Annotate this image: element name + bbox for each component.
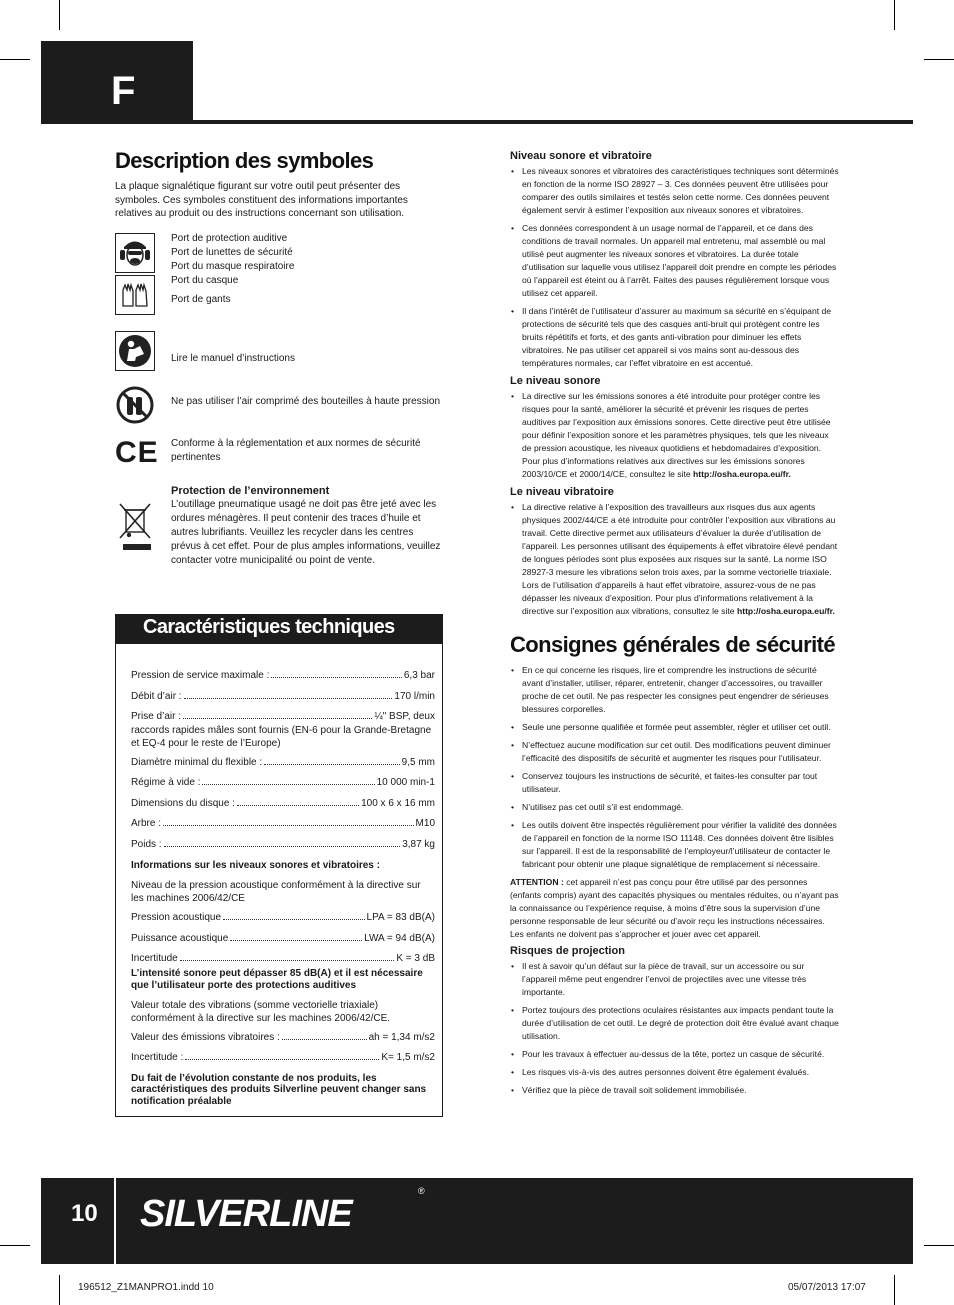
attention-label: ATTENTION : bbox=[510, 877, 564, 887]
ppe-line: Port du masque respiratoire bbox=[171, 260, 295, 272]
list-item bbox=[510, 390, 840, 481]
specs-title: Caractéristiques techniques bbox=[115, 614, 443, 644]
page-number: 10 bbox=[41, 1178, 116, 1264]
list-item bbox=[510, 501, 840, 618]
spec-row bbox=[131, 933, 435, 946]
spec-row bbox=[131, 839, 435, 852]
registered-mark: ® bbox=[418, 1186, 425, 1196]
noise-vibration-list bbox=[510, 165, 840, 370]
spec-value: ah = 1,34 m/s2 bbox=[368, 1031, 435, 1043]
list-item: • Portez toujours des protections oculaires résistantes aux impacts pendant toute la durée d’utilisation de cet outil. Le degré de protection doit être évalué avant chaque utilisation. bbox=[510, 1004, 840, 1043]
noise-heading: Informations sur les niveaux sonores et vibratoires : bbox=[131, 860, 380, 871]
list-item: • Conservez toujours les instructions de sécurité, et faites-les consulter par tout utilisateur. bbox=[510, 770, 840, 796]
spec-value: 6,3 bar bbox=[403, 670, 435, 681]
noise-level-heading: Le niveau sonore bbox=[510, 375, 601, 387]
crop-mark bbox=[0, 59, 30, 60]
crop-mark bbox=[894, 1275, 895, 1305]
no-air-text: Ne pas utiliser l’air comprimé des bouteilles à haute pression bbox=[171, 395, 441, 407]
spec-value: LPA = 83 dB(A) bbox=[366, 912, 435, 923]
symbol-list bbox=[115, 221, 445, 661]
vibration-level-list bbox=[510, 501, 840, 618]
spec-value: 100 x 6 x 16 mm bbox=[361, 797, 435, 809]
safety-list bbox=[510, 664, 840, 871]
spec-row bbox=[131, 711, 435, 724]
spec-row bbox=[131, 1052, 435, 1065]
spec-label: Puissance acoustique bbox=[131, 932, 229, 944]
noise-level-list bbox=[510, 390, 840, 481]
spec-label: Diamètre minimal du flexible : bbox=[131, 756, 263, 768]
list-item: • Seule une personne qualifiée et formée peut assembler, régler et utiliser cet outil. bbox=[510, 721, 840, 734]
list-item: • N’utilisez pas cet outil s’il est endommagé. bbox=[510, 801, 840, 814]
ppe-line: Port du casque bbox=[171, 274, 239, 286]
spec-row bbox=[131, 798, 435, 811]
spec-label: Dimensions du disque : bbox=[131, 797, 235, 809]
specs-body bbox=[131, 670, 435, 1114]
spec-value: 9,5 mm bbox=[401, 756, 435, 768]
spec-value: K = 3 dB bbox=[396, 953, 435, 964]
no-bottled-air-icon bbox=[115, 385, 155, 425]
crossed-bin-icon bbox=[115, 500, 155, 552]
spec-value: 170 l/min bbox=[394, 690, 435, 702]
environment-title: Protection de l’environnement bbox=[171, 484, 330, 497]
print-slug-file: 196512_Z1MANPRO1.indd 10 bbox=[78, 1282, 214, 1293]
vibration-intro: Valeur totale des vibrations (somme vectorielle triaxiale) conformément à la directive sur les machines 2006/42/CE. bbox=[131, 999, 391, 1024]
spec-value: K= 1,5 m/s2 bbox=[381, 1052, 435, 1063]
header-rule bbox=[41, 120, 913, 124]
attention-paragraph bbox=[510, 876, 840, 941]
ppe-icon bbox=[115, 233, 155, 273]
safety-title: Consignes générales de sécurité bbox=[510, 632, 835, 657]
ce-mark-icon: CE bbox=[115, 433, 155, 473]
spec-label: Prise d’air : bbox=[131, 711, 182, 722]
vibration-level-heading: Le niveau vibratoire bbox=[510, 486, 614, 498]
spec-value: 3,87 kg bbox=[402, 838, 435, 850]
list-item: • Vérifiez que la pièce de travail soit solidement immobilisée. bbox=[510, 1084, 840, 1097]
spec-label: Arbre : bbox=[131, 818, 162, 829]
environment-text bbox=[171, 484, 446, 568]
list-item: • Pour les travaux à effectuer au-dessus de la tête, portez un casque de sécurité. bbox=[510, 1048, 840, 1061]
spec-label: Régime à vide : bbox=[131, 777, 201, 788]
spec-continuation: raccords rapides mâles sont fournis (EN-6 pour la Grande-Bretagne et EQ-4 pour le reste de l’Europe) bbox=[131, 724, 432, 749]
gloves-icon bbox=[115, 275, 155, 315]
spec-label: Incertitude bbox=[131, 953, 178, 964]
symbols-section bbox=[115, 148, 445, 661]
read-manual-icon bbox=[115, 331, 155, 371]
noise-intro: Niveau de la pression acoustique conformément à la directive sur les machines 2006/42/CE bbox=[131, 880, 421, 904]
spec-value: LWA = 94 dB(A) bbox=[364, 932, 435, 944]
spec-value: 10 000 min-1 bbox=[376, 777, 435, 788]
print-slug-date: 05/07/2013 17:07 bbox=[788, 1282, 866, 1293]
ppe-line: Port de protection auditive bbox=[171, 232, 288, 244]
manual-text: Lire le manuel d’instructions bbox=[171, 352, 295, 364]
spec-value: ¼" BSP, deux bbox=[374, 711, 435, 722]
noise-vibration-heading: Niveau sonore et vibratoire bbox=[510, 150, 652, 162]
spec-label: Pression acoustique bbox=[131, 912, 222, 923]
spec-row bbox=[131, 1032, 435, 1045]
crop-mark bbox=[924, 1245, 954, 1246]
projection-list bbox=[510, 960, 840, 1097]
noise-level-text: La directive sur les émissions sonores a été introduite pour protéger contre les risques pour la santé, améliorer la sécurité et prévenir les risques de pertes auditives par l’exposition aux émissions sonores. Cette directive peut être utilisée pour définir l’exposition sonore et les paramètres physiques, tels que les niveaux de pression acoustique, les niveaux quotidiens et hebdomadaires d’exposition. Pour plus d’informations relatives aux directives sur les émissions sonores 2003/10/CE et 2000/14/CE, consultez le site bbox=[522, 391, 831, 479]
spec-row bbox=[131, 777, 435, 790]
spec-row bbox=[131, 691, 435, 704]
ce-text: Conforme à la réglementation et aux normes de sécurité pertinentes bbox=[171, 437, 421, 463]
environment-body: L’outillage pneumatique usagé ne doit pas être jeté avec les ordures ménagères. Il peut contenir des traces d’huile et autres lubrifiants. Veuillez les recycler dans les centres prévus à cet effet. Pour de plus amples informations, veuillez contacter votre municipalité ou point de vente. bbox=[171, 498, 441, 566]
right-column bbox=[510, 150, 840, 1102]
spec-row bbox=[131, 912, 435, 925]
list-item: • En ce qui concerne les risques, lire et comprendre les instructions de sécurité avant d’installer, utiliser, réparer, entretenir, changer d’accessoires, ou travailler proche de cet outil. Ne pas respecter les consignes peut engendrer de sérieuses blessures corporelles. bbox=[510, 664, 840, 716]
crop-mark bbox=[924, 59, 954, 60]
spec-row bbox=[131, 757, 435, 770]
list-item: • Ces données correspondent à un usage normal de l’appareil, et ce dans des conditions de travail normales. Un appareil mal entretenu, mal assemblé ou mal utilisé peut augmenter les niveaux sonores et vibratoires. La durée totale d’utilisation sur laquelle vous utilisez l’appareil doit prendre en compte les périodes où l’appareil est éteint ou à l’arrêt. Faites des pauses régulièrement lorsque vous utilisez cet appareil. bbox=[510, 222, 840, 300]
section-letter: F bbox=[111, 69, 136, 113]
osha-link[interactable]: http://osha.europa.eu/fr. bbox=[693, 469, 791, 479]
spec-row bbox=[131, 818, 435, 831]
crop-mark bbox=[59, 1275, 60, 1305]
list-item: • Les outils doivent être inspectés régulièrement pour vérifier la validité des données de l’appareil en fonction de la norme ISO 11148. Ces données doivent être lisibles sur l’appareil. Il est de la responsabilité de l’employeur/l’utilisateur de contacter le fabricant pour obtenir une plaque signalétique de remplacement si nécessaire. bbox=[510, 819, 840, 871]
spec-label: Valeur des émissions vibratoires : bbox=[131, 1031, 280, 1043]
list-item: • Les niveaux sonores et vibratoires des caractéristiques techniques sont déterminés en fonction de la norme ISO 28927 – 3. Ces données peuvent être utilisées pour comparer des outils similaires et testés selon cette norme. Ces données peuvent également servir à estimer l’exposition aux niveaux sonores et vibratoires. bbox=[510, 165, 840, 217]
spec-label: Débit d’air : bbox=[131, 690, 182, 702]
spec-label: Pression de service maximale : bbox=[131, 670, 270, 681]
section-tab bbox=[41, 41, 193, 123]
spec-label: Incertitude : bbox=[131, 1052, 184, 1063]
gloves-text: Port de gants bbox=[171, 293, 231, 305]
brand-logo: SILVERLINE bbox=[140, 1193, 352, 1235]
list-item: • Il est à savoir qu’un défaut sur la pièce de travail, sur un accessoire ou sur l’appareil même peut engendrer l’envoi de projectiles avec une vitesse très importante. bbox=[510, 960, 840, 999]
crop-mark bbox=[0, 1245, 30, 1246]
spec-row bbox=[131, 670, 435, 683]
spec-value: M10 bbox=[415, 818, 435, 829]
list-item: • Il dans l’intérêt de l’utilisateur d’assurer au maximum sa sécurité en s’équipant de protections de sécurité tels que des casques anti-bruit qui protègent contre les bruits répétitifs et forts, et des gants anti-vibration pour diminuer les effets vibratoires. Ne pas utiliser cet appareil si vos mains sont au-dessous des températures normales, car l’effet vibratoire en est accentué. bbox=[510, 305, 840, 370]
spec-label: Poids : bbox=[131, 838, 162, 850]
ppe-text bbox=[171, 232, 446, 288]
list-item: • Les risques vis-à-vis des autres personnes doivent être également évalués. bbox=[510, 1066, 840, 1079]
crop-mark bbox=[894, 0, 895, 30]
projection-heading: Risques de projection bbox=[510, 945, 625, 957]
attention-text: cet appareil n’est pas conçu pour être utilisé par des personnes (enfants compris) ayant des capacités physiques ou mentales réduites, ou n’ayant pas la connaissance ou l’expérience requise, à moins d’être sous la supervision d’une personne responsable de leur sécurité ou d’avoir reçu les instructions nécessaires. Les enfants ne doivent pas s’approcher et jouer avec cet appareil. bbox=[510, 877, 839, 939]
list-item: • N’effectuez aucune modification sur cet outil. Des modifications peuvent diminuer l’efficacité des dispositifs de sécurité et augmenter les risques pour l’utilisateur. bbox=[510, 739, 840, 765]
crop-mark bbox=[59, 0, 60, 30]
osha-link[interactable]: http://osha.europa.eu/fr. bbox=[736, 606, 835, 616]
noise-warning: L’intensité sonore peut dépasser 85 dB(A) et il est nécessaire que l’utilisateur porte des protections auditives bbox=[131, 967, 423, 991]
symbols-title: Description des symboles bbox=[115, 148, 374, 173]
symbols-intro: La plaque signalétique figurant sur votre outil peut présenter des symboles. Ces symboles constituent des informations importantes relatives au produit ou des instructions concernant son utilisation. bbox=[115, 181, 408, 219]
specs-footnote: Du fait de l’évolution constante de nos produits, les caractéristiques des produits Silverline peuvent changer sans notification préalable bbox=[131, 1072, 427, 1107]
vibration-level-text: La directive relative à l’exposition des travailleurs aux risques dus aux agents physiques 2002/44/CE a été introduite pour contrôler l’exposition aux vibrations au travail. Cette directive permet aux utilisateurs d’évaluer la durée d’utilisation de l’appareil. Les personnes utilisant des équipements à effet vibratoire élevé pendant de longues périodes sont plus exposées aux risques sur la santé. La norme ISO 28927-3 mesure les vibrations selon trois axes, par la somme vectorielle triaxiale. Lors de l’utilisation d’appareils à haut effet vibratoire, assurez-vous de ne pas dépasser les niveaux d’exposition. Pour plus d’informations relativement à la directive sur l’exposition aux vibrations, consultez le site bbox=[522, 502, 838, 616]
ppe-line: Port de lunettes de sécurité bbox=[171, 246, 293, 258]
spec-row bbox=[131, 953, 435, 966]
